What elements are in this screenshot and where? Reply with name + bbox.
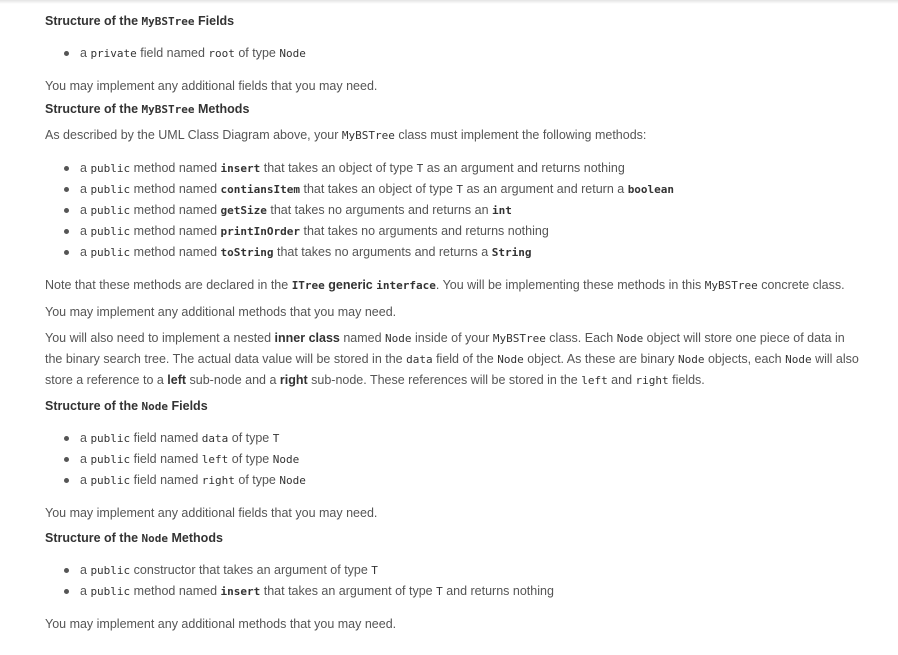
methods-note: You may implement any additional methods that you may need. bbox=[45, 305, 397, 319]
list-item: a public method named contiansItem that takes an object of type T as an argument and return a boolean bbox=[45, 179, 865, 200]
node-methods-list bbox=[45, 560, 865, 602]
node-fields-note: You may implement any additional fields that you may need. bbox=[45, 506, 378, 520]
list-item: a public field named left of type Node bbox=[45, 449, 865, 470]
mybstree-methods-list bbox=[45, 158, 865, 263]
inner-class-paragraph: You will also need to implement a nested inner class named Node inside of your MyBSTree class. Each Node object will store one piece of data in the binary search tree. The actual data value will be stored in the data field of the Node object. As these are binary Node objects, each Node will also store a reference to a left sub-node and a right sub-node. These references will be stored in the left and right fields. bbox=[45, 331, 859, 387]
list-item: a public method named insert that takes an object of type T as an argument and returns nothing bbox=[45, 158, 865, 179]
list-item: a public constructor that takes an argument of type T bbox=[45, 560, 865, 581]
list-item: a public method named printInOrder that takes no arguments and returns nothing bbox=[45, 221, 865, 242]
mybstree-fields-heading: Structure of the MyBSTree Fields bbox=[45, 14, 235, 28]
mybstree-fields-list bbox=[45, 43, 865, 64]
node-fields-list bbox=[45, 428, 865, 491]
list-item: a public method named insert that takes an argument of type T and returns nothing bbox=[45, 581, 865, 602]
fields-note: You may implement any additional fields that you may need. bbox=[45, 79, 378, 93]
node-methods-heading: Structure of the Node Methods bbox=[45, 531, 223, 545]
assignment-content bbox=[45, 12, 865, 634]
interface-note: Note that these methods are declared in the ITree generic interface. You will be implementing these methods in this MyBSTree concrete class. bbox=[45, 278, 845, 292]
list-item: a private field named root of type Node bbox=[45, 43, 865, 64]
methods-intro: As described by the UML Class Diagram above, your MyBSTree class must implement the following methods: bbox=[45, 128, 647, 142]
mybstree-methods-heading: Structure of the MyBSTree Methods bbox=[45, 102, 250, 116]
list-item: a public method named toString that takes no arguments and returns a String bbox=[45, 242, 865, 263]
list-item: a public field named right of type Node bbox=[45, 470, 865, 491]
top-shadow bbox=[0, 0, 898, 4]
list-item: a public field named data of type T bbox=[45, 428, 865, 449]
node-methods-note: You may implement any additional methods that you may need. bbox=[45, 617, 397, 631]
node-fields-heading: Structure of the Node Fields bbox=[45, 399, 208, 413]
list-item: a public method named getSize that takes no arguments and returns an int bbox=[45, 200, 865, 221]
